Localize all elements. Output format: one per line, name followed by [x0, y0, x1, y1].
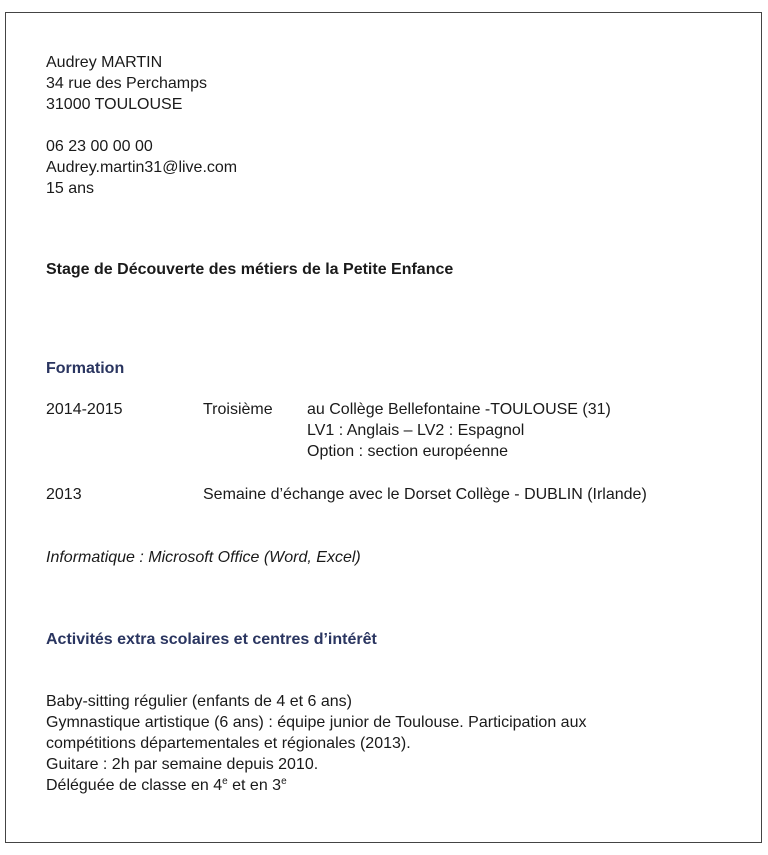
activite-line: Baby-sitting régulier (enfants de 4 et 6 ans) — [46, 693, 352, 710]
activite-line: Guitare : 2h par semaine depuis 2010. — [46, 756, 319, 773]
delegue-text: Déléguée de classe en 4 — [46, 777, 223, 794]
contact-age: 15 ans — [46, 180, 95, 197]
activite-line: Gymnastique artistique (6 ans) : équipe junior de Toulouse. Participation aux — [46, 714, 587, 731]
informatique-skills: Informatique : Microsoft Office (Word, Excel) — [46, 549, 361, 566]
delegue-sup: e — [222, 776, 228, 787]
formation-exchange: Semaine d’échange avec le Dorset Collège - DUBLIN (Irlande) — [203, 486, 647, 503]
contact-name: Audrey MARTIN — [46, 54, 163, 71]
formation-detail-line: LV1 : Anglais – LV2 : Espagnol — [307, 422, 525, 439]
activite-delegue — [46, 775, 287, 796]
objective-title: Stage de Découverte des métiers de la Petite Enfance — [46, 261, 454, 278]
delegue-text: et en 3 — [227, 777, 282, 794]
formation-detail-line: Option : section européenne — [307, 443, 509, 460]
contact-city: 31000 TOULOUSE — [46, 96, 183, 113]
contact-street: 34 rue des Perchamps — [46, 75, 207, 92]
delegue-sup: e — [281, 776, 287, 787]
formation-level: Troisième — [203, 401, 273, 418]
formation-heading: Formation — [46, 360, 125, 377]
activite-line: compétitions départementales et régionales (2013). — [46, 735, 411, 752]
formation-year: 2014-2015 — [46, 401, 123, 418]
contact-email: Audrey.martin31@live.com — [46, 159, 238, 176]
formation-year: 2013 — [46, 486, 82, 503]
activites-heading: Activités extra scolaires et centres d’intérêt — [46, 631, 377, 648]
formation-detail-line: au Collège Bellefontaine -TOULOUSE (31) — [307, 401, 611, 418]
contact-phone: 06 23 00 00 00 — [46, 138, 153, 155]
